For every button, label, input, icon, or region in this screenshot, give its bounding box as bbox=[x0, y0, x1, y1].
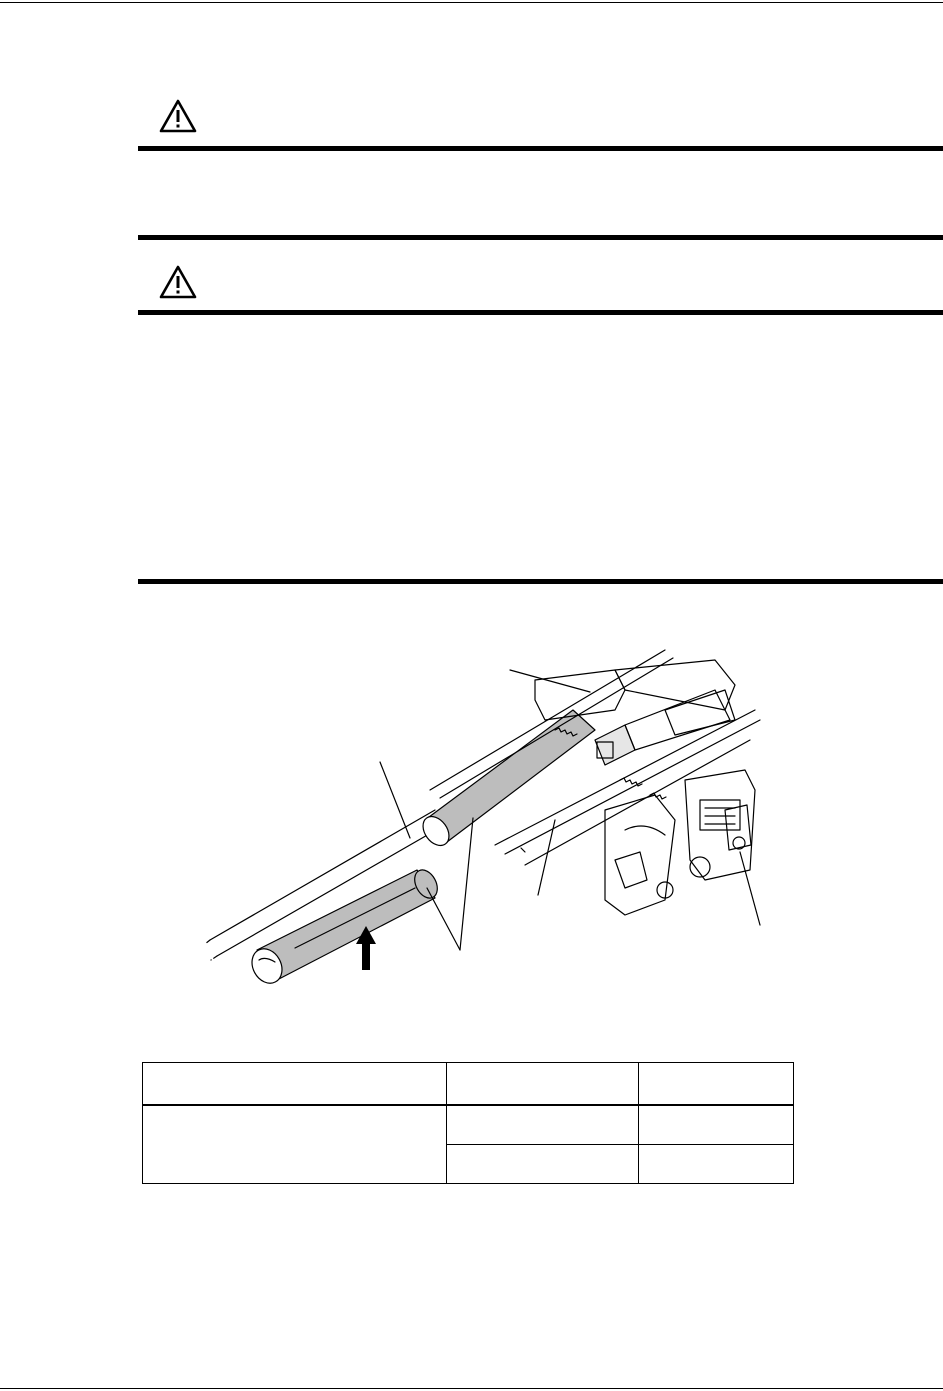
table-cell bbox=[143, 1105, 447, 1184]
table-cell bbox=[446, 1105, 639, 1145]
table-cell bbox=[639, 1105, 794, 1145]
table-cell bbox=[446, 1063, 639, 1106]
leader-line-2 bbox=[380, 762, 410, 838]
table-cell bbox=[639, 1063, 794, 1106]
table-cell bbox=[639, 1145, 794, 1184]
removed-sleeve bbox=[257, 870, 435, 980]
mounted-sleeve bbox=[425, 710, 595, 842]
caution-bottom-bar bbox=[138, 579, 943, 584]
table-header-row bbox=[143, 1063, 794, 1106]
warning-bottom-bar bbox=[138, 235, 943, 240]
table-cell bbox=[446, 1145, 639, 1184]
leader-line-4 bbox=[460, 818, 473, 950]
parts-table bbox=[142, 1062, 794, 1184]
assembly-illustration bbox=[195, 630, 795, 1030]
leader-line-3 bbox=[427, 888, 460, 950]
header-rule bbox=[0, 2, 943, 3]
table-cell bbox=[143, 1063, 447, 1106]
warning-triangle-icon bbox=[158, 98, 198, 134]
leader-line-1 bbox=[510, 670, 590, 692]
warning-top-bar bbox=[138, 146, 943, 151]
caution-top-bar bbox=[138, 310, 943, 315]
caution-triangle-icon bbox=[158, 264, 198, 300]
footer-rule bbox=[0, 1388, 943, 1389]
leader-line-5 bbox=[538, 820, 555, 895]
table-row bbox=[143, 1105, 794, 1145]
